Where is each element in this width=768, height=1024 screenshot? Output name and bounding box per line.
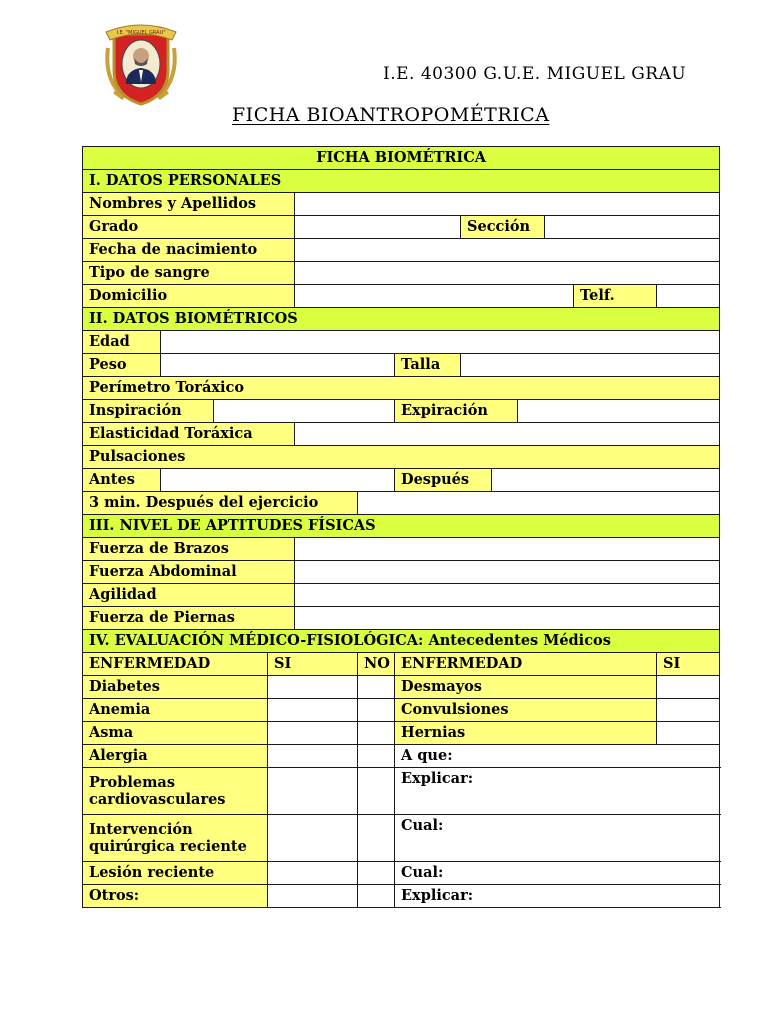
label-edad: Edad	[83, 331, 161, 354]
logo-banner-text: I.E. "MIGUEL GRAU"	[116, 30, 166, 36]
field-nombres[interactable]	[295, 193, 720, 216]
field-seccion[interactable]	[545, 216, 720, 239]
label-fuerza-abdominal: Fuerza Abdominal	[83, 561, 295, 584]
label-antes: Antes	[83, 469, 161, 492]
label-nombres: Nombres y Apellidos	[83, 193, 295, 216]
label-expiracion: Expiración	[395, 400, 518, 423]
label-lesion-reciente: Lesión reciente	[83, 862, 268, 885]
label-anemia: Anemia	[83, 699, 268, 722]
field-explicar-otros[interactable]: Explicar:	[395, 885, 720, 908]
label-agilidad: Agilidad	[83, 584, 295, 607]
label-grado: Grado	[83, 216, 295, 239]
school-name: I.E. 40300 G.U.E. MIGUEL GRAU	[383, 64, 687, 84]
column-header-enfermedad: ENFERMEDAD	[83, 653, 268, 676]
label-domicilio: Domicilio	[83, 285, 295, 308]
label-peso: Peso	[83, 354, 161, 377]
label-elasticidad: Elasticidad Toráxica	[83, 423, 295, 446]
column-header-no: NO	[358, 653, 395, 676]
check-asma-no[interactable]	[358, 722, 395, 745]
field-fecha-nacimiento[interactable]	[295, 239, 720, 262]
column-header-si-2: SI	[657, 653, 720, 676]
field-cual-lesion[interactable]: Cual:	[395, 862, 720, 885]
label-problemas-cardiovasculares: Problemas cardiovasculares	[83, 768, 268, 815]
section-heading-personal: I. DATOS PERSONALES	[83, 170, 720, 193]
check-alergia-si[interactable]	[268, 745, 358, 768]
biometric-form-table	[82, 146, 720, 908]
field-expiracion[interactable]	[518, 400, 720, 423]
form-title: FICHA BIOMÉTRICA	[83, 147, 720, 170]
check-diabetes-si[interactable]	[268, 676, 358, 699]
label-pulsaciones: Pulsaciones	[83, 446, 720, 469]
check-lesion-no[interactable]	[358, 862, 395, 885]
field-cual-intervencion[interactable]: Cual:	[395, 815, 720, 862]
section-heading-biometric: II. DATOS BIOMÉTRICOS	[83, 308, 720, 331]
check-otros-no[interactable]	[358, 885, 395, 908]
label-seccion: Sección	[461, 216, 545, 239]
field-talla[interactable]	[461, 354, 720, 377]
column-header-enfermedad-2: ENFERMEDAD	[395, 653, 657, 676]
label-convulsiones: Convulsiones	[395, 699, 657, 722]
label-perimetro-toraxico: Perímetro Toráxico	[83, 377, 720, 400]
field-fuerza-abdominal[interactable]	[295, 561, 720, 584]
label-otros: Otros:	[83, 885, 268, 908]
field-explicar-problemas[interactable]: Explicar:	[395, 768, 720, 815]
check-convulsiones-si[interactable]	[657, 699, 720, 722]
document-title: FICHA BIOANTROPOMÉTRICA	[232, 104, 550, 126]
label-telf: Telf.	[574, 285, 657, 308]
check-diabetes-no[interactable]	[358, 676, 395, 699]
field-telf[interactable]	[657, 285, 720, 308]
check-otros-si[interactable]	[268, 885, 358, 908]
label-alergia: Alergia	[83, 745, 268, 768]
field-grado[interactable]	[295, 216, 461, 239]
check-anemia-no[interactable]	[358, 699, 395, 722]
label-talla: Talla	[395, 354, 461, 377]
check-desmayos-si[interactable]	[657, 676, 720, 699]
field-fuerza-brazos[interactable]	[295, 538, 720, 561]
field-tres-min[interactable]	[358, 492, 720, 515]
check-problemas-si[interactable]	[268, 768, 358, 815]
label-hernias: Hernias	[395, 722, 657, 745]
label-desmayos: Desmayos	[395, 676, 657, 699]
field-peso[interactable]	[161, 354, 395, 377]
check-intervencion-si[interactable]	[268, 815, 358, 862]
field-fuerza-piernas[interactable]	[295, 607, 720, 630]
section-heading-aptitudes: III. NIVEL DE APTITUDES FÍSICAS	[83, 515, 720, 538]
label-diabetes: Diabetes	[83, 676, 268, 699]
check-intervencion-no[interactable]	[358, 815, 395, 862]
field-inspiracion[interactable]	[214, 400, 395, 423]
field-a-que[interactable]: A que:	[395, 745, 720, 768]
label-tres-min: 3 min. Después del ejercicio	[83, 492, 358, 515]
check-asma-si[interactable]	[268, 722, 358, 745]
label-intervencion-quirurgica: Intervención quirúrgica reciente	[83, 815, 268, 862]
field-elasticidad[interactable]	[295, 423, 720, 446]
field-domicilio[interactable]	[295, 285, 574, 308]
field-agilidad[interactable]	[295, 584, 720, 607]
field-antes[interactable]	[161, 469, 395, 492]
field-edad[interactable]	[161, 331, 720, 354]
check-alergia-no[interactable]	[358, 745, 395, 768]
label-fuerza-piernas: Fuerza de Piernas	[83, 607, 295, 630]
column-header-si: SI	[268, 653, 358, 676]
check-anemia-si[interactable]	[268, 699, 358, 722]
label-inspiracion: Inspiración	[83, 400, 214, 423]
label-fuerza-brazos: Fuerza de Brazos	[83, 538, 295, 561]
school-crest-logo	[100, 18, 182, 106]
label-fecha-nacimiento: Fecha de nacimiento	[83, 239, 295, 262]
label-despues: Después	[395, 469, 492, 492]
label-tipo-sangre: Tipo de sangre	[83, 262, 295, 285]
check-hernias-si[interactable]	[657, 722, 720, 745]
field-tipo-sangre[interactable]	[295, 262, 720, 285]
check-problemas-no[interactable]	[358, 768, 395, 815]
label-asma: Asma	[83, 722, 268, 745]
field-despues[interactable]	[492, 469, 720, 492]
check-lesion-si[interactable]	[268, 862, 358, 885]
section-heading-medical: IV. EVALUACIÓN MÉDICO-FISIOLÓGICA: Antecedentes Médicos	[83, 630, 720, 653]
